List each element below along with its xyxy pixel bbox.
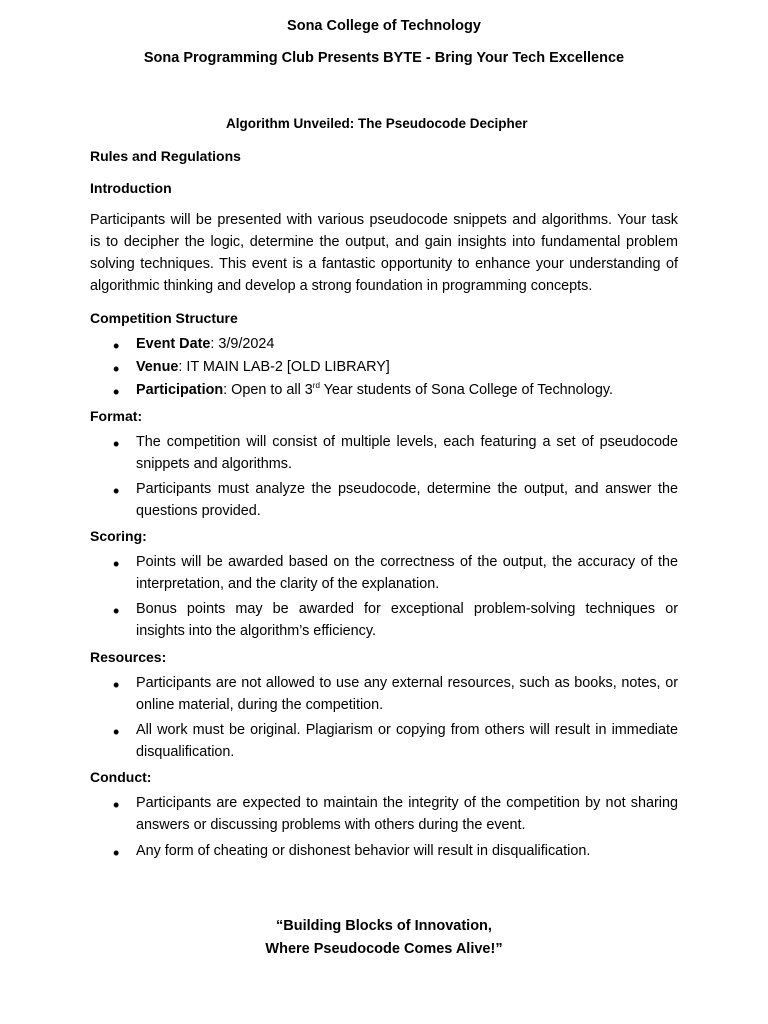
venue-value: : IT MAIN LAB-2 [OLD LIBRARY] xyxy=(178,359,390,375)
bullet-icon xyxy=(113,340,119,355)
event-title: Algorithm Unveiled: The Pseudocode Decipher xyxy=(226,116,528,131)
bullet-icon xyxy=(113,726,119,741)
tagline-line-2: Where Pseudocode Comes Alive!” xyxy=(265,941,503,957)
format-item-1-line-2: snippets and algorithms. xyxy=(136,456,292,472)
event-date-item xyxy=(136,333,678,355)
resources-item-2-line-1: All work must be original. Plagiarism or copying from others will result in immediate xyxy=(136,722,678,738)
bullet-icon xyxy=(113,558,119,573)
structure-heading: Competition Structure xyxy=(90,310,238,326)
format-heading: Format: xyxy=(90,408,143,424)
conduct-item-1-line-2: answers or discussing problems with others during the event. xyxy=(136,817,526,833)
scoring-item-2-line-1: Bonus points may be awarded for exceptional problem-solving techniques or xyxy=(136,601,678,617)
event-date-label: Event Date xyxy=(136,336,211,352)
resources-item-1-line-2: online material, during the competition. xyxy=(136,697,384,713)
intro-line-2: is to decipher the logic, determine the output, and gain insights into fundamental problem xyxy=(90,234,678,250)
format-item-1-line-1: The competition will consist of multiple levels, each featuring a set of pseudocode xyxy=(136,434,678,450)
college-name: Sona College of Technology xyxy=(287,18,481,34)
resources-heading: Resources: xyxy=(90,649,167,665)
participation-label: Participation xyxy=(136,382,224,398)
scoring-item-2-line-2: insights into the algorithm’s efficiency. xyxy=(136,623,376,639)
tagline-line-1: “Building Blocks of Innovation, xyxy=(276,918,492,934)
bullet-icon xyxy=(113,485,119,500)
resources-item-2-line-2: disqualification. xyxy=(136,744,235,760)
event-date-value: : 3/9/2024 xyxy=(210,336,275,352)
bullet-icon xyxy=(113,386,119,401)
conduct-item-1-line-1: Participants are expected to maintain the integrity of the competition by not sharing xyxy=(136,795,678,811)
format-item-2-line-1: Participants must analyze the pseudocode, determine the output, and answer the xyxy=(136,481,678,497)
bullet-icon xyxy=(113,438,119,453)
resources-item-1-line-1: Participants are not allowed to use any external resources, such as books, notes, or xyxy=(136,675,678,691)
venue-label: Venue xyxy=(136,359,179,375)
participation-value: : Open to all 3 xyxy=(223,382,313,398)
scoring-heading: Scoring: xyxy=(90,528,147,544)
scoring-item-1-line-1: Points will be awarded based on the correctness of the output, the accuracy of the xyxy=(136,554,678,570)
venue-item xyxy=(136,356,678,378)
bullet-icon xyxy=(113,799,119,814)
rules-heading: Rules and Regulations xyxy=(90,148,241,164)
conduct-heading: Conduct: xyxy=(90,769,152,785)
intro-line-1: Participants will be presented with various pseudocode snippets and algorithms. Your task xyxy=(90,212,678,228)
intro-line-4: algorithmic thinking and develop a strong foundation in programming concepts. xyxy=(90,278,593,294)
bullet-icon xyxy=(113,847,119,862)
bullet-icon xyxy=(113,679,119,694)
ordinal-suffix: rd xyxy=(312,381,320,391)
introduction-heading: Introduction xyxy=(90,180,172,196)
club-presents-line: Sona Programming Club Presents BYTE - Bring Your Tech Excellence xyxy=(143,50,625,66)
bullet-icon xyxy=(113,605,119,620)
scoring-item-1-line-2: interpretation, and the clarity of the explanation. xyxy=(136,576,440,592)
intro-line-3: solving techniques. This event is a fantastic opportunity to enhance your understanding of xyxy=(90,256,678,272)
participation-item xyxy=(136,379,678,401)
bullet-icon xyxy=(113,363,119,378)
format-item-2-line-2: questions provided. xyxy=(136,503,261,519)
participation-value-rest: Year students of Sona College of Technology. xyxy=(319,382,613,398)
conduct-item-2-line-1: Any form of cheating or dishonest behavior will result in disqualification. xyxy=(136,843,591,859)
